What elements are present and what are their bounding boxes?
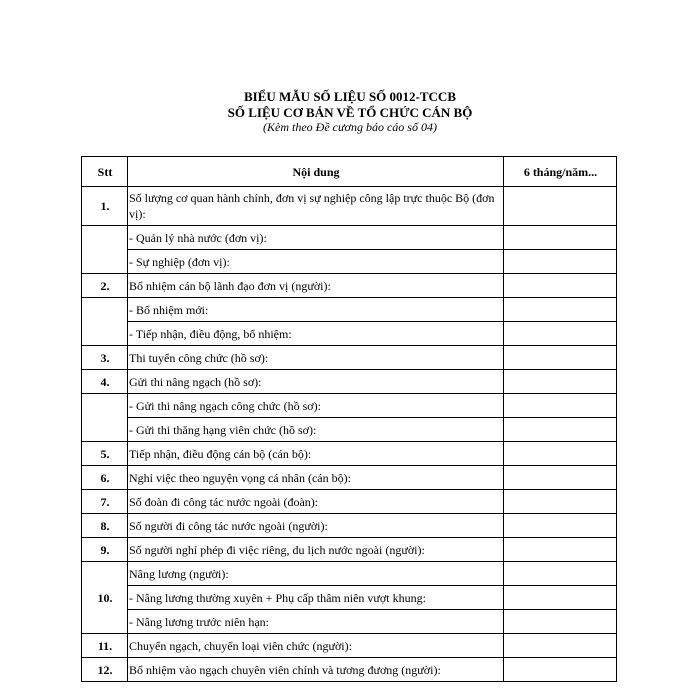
row-value-cell[interactable] bbox=[504, 346, 617, 370]
header-content: Nội dung bbox=[128, 157, 504, 187]
row-value-cell[interactable] bbox=[504, 562, 617, 586]
row-number: 4. bbox=[82, 370, 128, 394]
row-number bbox=[82, 394, 128, 442]
form-reference-note: (Kèm theo Đề cương báo cáo số 04) bbox=[263, 120, 437, 134]
row-number bbox=[82, 298, 128, 346]
table-row bbox=[82, 538, 617, 562]
row-content: - Gửi thi nâng ngạch công chức (hồ sơ): bbox=[128, 394, 504, 418]
row-value-cell[interactable] bbox=[504, 322, 617, 346]
row-number: 5. bbox=[82, 442, 128, 466]
table-row bbox=[82, 562, 617, 586]
row-value-cell[interactable] bbox=[504, 250, 617, 274]
row-content: Chuyển ngạch, chuyển loại viên chức (người): bbox=[128, 634, 504, 658]
row-value-cell[interactable] bbox=[504, 298, 617, 322]
form-title: BIỂU MẪU SỐ LIỆU SỐ 0012-TCCB bbox=[243, 89, 456, 104]
table-header-row bbox=[82, 157, 617, 187]
row-value-cell[interactable] bbox=[504, 514, 617, 538]
table-row bbox=[82, 586, 617, 610]
row-value-cell[interactable] bbox=[504, 586, 617, 610]
row-value-cell[interactable] bbox=[504, 442, 617, 466]
document-header bbox=[0, 89, 700, 135]
header-period: 6 tháng/năm... bbox=[504, 157, 617, 187]
row-value-cell[interactable] bbox=[504, 394, 617, 418]
row-content: - Nâng lương trước niên hạn: bbox=[128, 610, 504, 634]
row-content: - Nâng lương thường xuyên + Phụ cấp thâm niên vượt khung: bbox=[128, 586, 504, 610]
row-value-cell[interactable] bbox=[504, 538, 617, 562]
row-content: - Tiếp nhận, điều động, bổ nhiệm: bbox=[128, 322, 504, 346]
table-row bbox=[82, 418, 617, 442]
table-row bbox=[82, 322, 617, 346]
row-content: Bổ nhiệm vào ngạch chuyên viên chính và tương đương (người): bbox=[128, 658, 504, 682]
table-row bbox=[82, 442, 617, 466]
row-value-cell[interactable] bbox=[504, 370, 617, 394]
row-content: Gửi thi nâng ngạch (hồ sơ): bbox=[128, 370, 504, 394]
row-number: 8. bbox=[82, 514, 128, 538]
row-number: 1. bbox=[82, 187, 128, 226]
row-number: 2. bbox=[82, 274, 128, 298]
table-row bbox=[82, 346, 617, 370]
table-row bbox=[82, 370, 617, 394]
table-row bbox=[82, 394, 617, 418]
statistics-table bbox=[81, 156, 617, 682]
row-content: - Quản lý nhà nước (đơn vị): bbox=[128, 226, 504, 250]
row-number: 3. bbox=[82, 346, 128, 370]
table-row bbox=[82, 466, 617, 490]
table-row bbox=[82, 610, 617, 634]
table-row bbox=[82, 658, 617, 682]
row-value-cell[interactable] bbox=[504, 634, 617, 658]
row-number: 7. bbox=[82, 490, 128, 514]
table-row bbox=[82, 298, 617, 322]
row-content: - Sự nghiệp (đơn vị): bbox=[128, 250, 504, 274]
row-number: 10. bbox=[82, 562, 128, 634]
table-row bbox=[82, 187, 617, 226]
row-number: 12. bbox=[82, 658, 128, 682]
row-value-cell[interactable] bbox=[504, 418, 617, 442]
form-subtitle: SỐ LIỆU CƠ BẢN VỀ TỔ CHỨC CÁN BỘ bbox=[227, 105, 473, 120]
row-number: 11. bbox=[82, 634, 128, 658]
table-row bbox=[82, 250, 617, 274]
row-number: 9. bbox=[82, 538, 128, 562]
row-value-cell[interactable] bbox=[504, 274, 617, 298]
row-number: 6. bbox=[82, 466, 128, 490]
row-number bbox=[82, 226, 128, 274]
row-value-cell[interactable] bbox=[504, 610, 617, 634]
row-content: Tiếp nhận, điều động cán bộ (cán bộ): bbox=[128, 442, 504, 466]
row-content: Số người đi công tác nước ngoài (người): bbox=[128, 514, 504, 538]
header-stt: Stt bbox=[82, 157, 128, 187]
row-content: Nghỉ việc theo nguyện vọng cá nhân (cán bộ): bbox=[128, 466, 504, 490]
table-row bbox=[82, 490, 617, 514]
row-content: - Gửi thi thăng hạng viên chức (hồ sơ): bbox=[128, 418, 504, 442]
table-row bbox=[82, 226, 617, 250]
row-content: Số đoàn đi công tác nước ngoài (đoàn): bbox=[128, 490, 504, 514]
row-content bbox=[128, 187, 504, 226]
row-content: Thi tuyển công chức (hồ sơ): bbox=[128, 346, 504, 370]
row-value-cell[interactable] bbox=[504, 490, 617, 514]
row-value-cell[interactable] bbox=[504, 226, 617, 250]
row-content-text: Số lượng cơ quan hành chính, đơn vị sự nghiệp công lập trực thuộc Bộ (đơn vị): bbox=[129, 191, 495, 221]
row-value-cell[interactable] bbox=[504, 658, 617, 682]
row-value-cell[interactable] bbox=[504, 187, 617, 226]
row-content: Bổ nhiệm cán bộ lãnh đạo đơn vị (người): bbox=[128, 274, 504, 298]
table-row bbox=[82, 274, 617, 298]
row-value-cell[interactable] bbox=[504, 466, 617, 490]
table-row bbox=[82, 634, 617, 658]
table-row bbox=[82, 514, 617, 538]
row-content: - Bổ nhiệm mới: bbox=[128, 298, 504, 322]
row-content: Nâng lương (người): bbox=[128, 562, 504, 586]
row-content: Số người nghỉ phép đi việc riêng, du lịch nước ngoài (người): bbox=[128, 538, 504, 562]
